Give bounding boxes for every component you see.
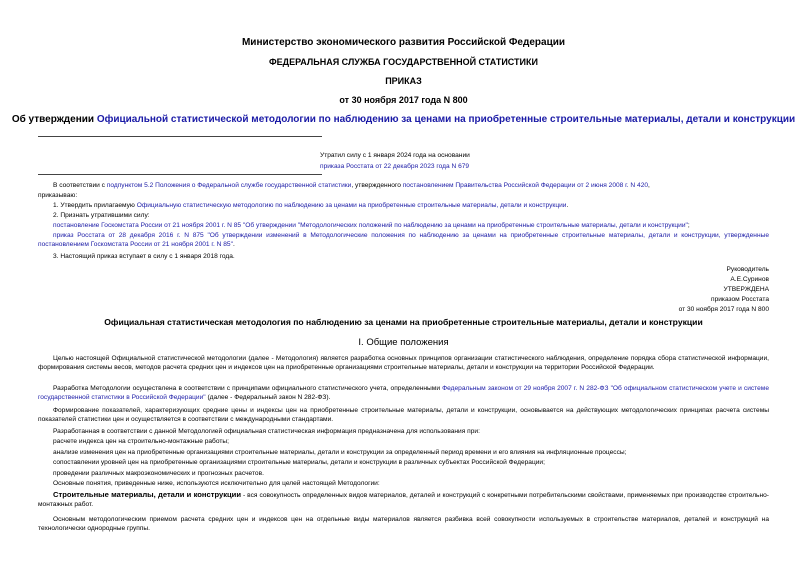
- ministry-heading: Министерство экономического развития Российской Федерации: [241, 37, 566, 48]
- preamble-line: [53, 181, 650, 190]
- divider-bottom: [38, 174, 322, 175]
- development-text-1: Разработка Методологии осуществлена в соответствии с принципами официального статистического учета, определенными: [53, 385, 443, 392]
- item-1: [53, 201, 568, 210]
- item-1-link[interactable]: Официальную статистическую методологию по наблюдению за ценами на приобретенные строительные материалы, детали и конструкции: [136, 202, 567, 209]
- usage-item-2: анализе изменения цен на приобретенные организациями строительные материалы, детали и конструкции за определенный период времени и его влияния на инфляционные процессы;: [53, 449, 627, 456]
- item-2: 2. Признать утратившими силу:: [53, 212, 150, 219]
- approval-date: от 30 ноября 2017 года N 800: [678, 306, 769, 313]
- preamble-text-2: , утвержденного: [351, 182, 403, 189]
- paragraph-formation: Формирование показателей, характеризующих средние цены и индексы цен на приобретенные строительные материалы, детали и конструкции, основывается на действующих методологических принципах расчета системы показателей статистики цен и осуществляется в соответствии с международными стандартами.: [38, 407, 769, 423]
- item-2b-link[interactable]: приказ Росстата от 28 декабря 2016 г. N 875 "Об утверждении изменений в Методологические положения по наблюдению за ценами на приобретенные строительные материалы, детали и конструкции, утвержденные постановлением Госкомстата России от 21 ноября 2001 г. N 85": [38, 232, 769, 248]
- paragraph-usage: Разработанная в соответствии с данной Методологией официальная статистическая информация предназначена для использования при:: [53, 428, 480, 435]
- paragraph-development: [38, 384, 769, 402]
- item-1-text: 1. Утвердить прилагаемую: [53, 202, 137, 209]
- divider-top: [38, 136, 322, 137]
- item-2a-link[interactable]: постановление Госкомстата России от 21 ноября 2001 г. N 85 "Об утверждении "Методологических положений по наблюдению за ценами на приобретенные строительные материалы, детали и конструкции": [53, 222, 688, 229]
- document-title: [0, 114, 807, 125]
- approval-by: приказом Росстата: [711, 296, 769, 303]
- usage-item-3: сопоставлении уровней цен на приобретенные организациями строительные материалы, детали и конструкции в различных субъектах Российской Федерации;: [53, 459, 545, 466]
- title-prefix: Об утверждении: [11, 114, 97, 125]
- item-2a-end: ;: [687, 222, 690, 229]
- item-2a: [53, 221, 690, 230]
- signature-role: Руководитель: [726, 266, 769, 273]
- approval-word: УТВЕРЖДЕНА: [723, 286, 769, 293]
- date-number-heading: от 30 ноября 2017 года N 800: [339, 95, 468, 105]
- federal-law-link[interactable]: Федеральным законом от 29 ноября 2007 г. N 282-ФЗ "Об официальном статистическом учете и системе государственной статистики в Российской Федерации": [38, 385, 769, 401]
- preamble-text-1: В соответствии с: [53, 182, 107, 189]
- preamble-link-regulation[interactable]: подпунктом 5.2 Положения о Федеральной службе государственной статистики: [106, 182, 352, 189]
- item-1-end: .: [566, 202, 569, 209]
- paragraph-grouping: Основным методологическим приемом расчета средних цен и индексов цен на отдельные виды материалов является разбивка всей совокупности используемых в строительстве материалов, деталей и конструкций на технологически однородные группы.: [38, 516, 769, 532]
- preamble-text-3: ,: [648, 182, 650, 189]
- notice-link[interactable]: приказа Росстата от 22 декабря 2023 года N 679: [320, 163, 470, 170]
- paragraph-goal: Целью настоящей Официальной статистической методологии (далее - Методология) является разработка основных принципов организации статистического наблюдения, определение порядка сбора статистической информации, формирования системы весов, методов расчета средних цен и индексов цен на приобретенные организациями строительные материалы, детали и конструкции на территории Российской Федерации.: [38, 355, 769, 371]
- methodology-title: Официальная статистическая методология по наблюдению за ценами на приобретенные строительные материалы, детали и конструкции: [104, 317, 703, 327]
- doc-type-heading: ПРИКАЗ: [385, 76, 422, 86]
- definition-text: - вся совокупность определенных видов материалов, деталей и конструкций с конкретными потребительскими свойствами, применяемых при производстве строительно-монтажных работ.: [38, 492, 769, 508]
- development-text-2: (далее - Федеральный закон N 282-ФЗ).: [205, 394, 331, 401]
- item-3: 3. Настоящий приказ вступает в силу с 1 января 2018 года.: [53, 253, 235, 260]
- notice-line-1: Утратил силу с 1 января 2024 года на основании: [320, 152, 470, 159]
- paragraph-concepts: Основные понятия, приведенные ниже, используются исключительно для целей настоящей Методологии:: [53, 480, 380, 487]
- service-heading: ФЕДЕРАЛЬНАЯ СЛУЖБА ГОСУДАРСТВЕННОЙ СТАТИСТИКИ: [269, 57, 538, 67]
- definition-paragraph: [38, 490, 769, 509]
- usage-item-1: расчете индекса цен на строительно-монтажные работы;: [53, 438, 229, 445]
- signature-name: А.Е.Суринов: [730, 276, 769, 283]
- preamble-link-decree[interactable]: постановлением Правительства Российской Федерации от 2 июня 2008 г. N 420: [402, 182, 649, 189]
- usage-item-4: проведении различных макроэкономических и прогнозных расчетов.: [53, 470, 264, 477]
- item-2b: [38, 231, 769, 249]
- item-2b-end: .: [232, 241, 235, 248]
- preamble-order-word: приказываю:: [38, 192, 78, 199]
- section-heading: I. Общие положения: [358, 337, 449, 348]
- definition-term: Строительные материалы, детали и конструкции: [53, 490, 242, 499]
- title-link[interactable]: Официальной статистической методологии по наблюдению за ценами на приобретенные строительные материалы, детали и конструкции: [96, 114, 796, 125]
